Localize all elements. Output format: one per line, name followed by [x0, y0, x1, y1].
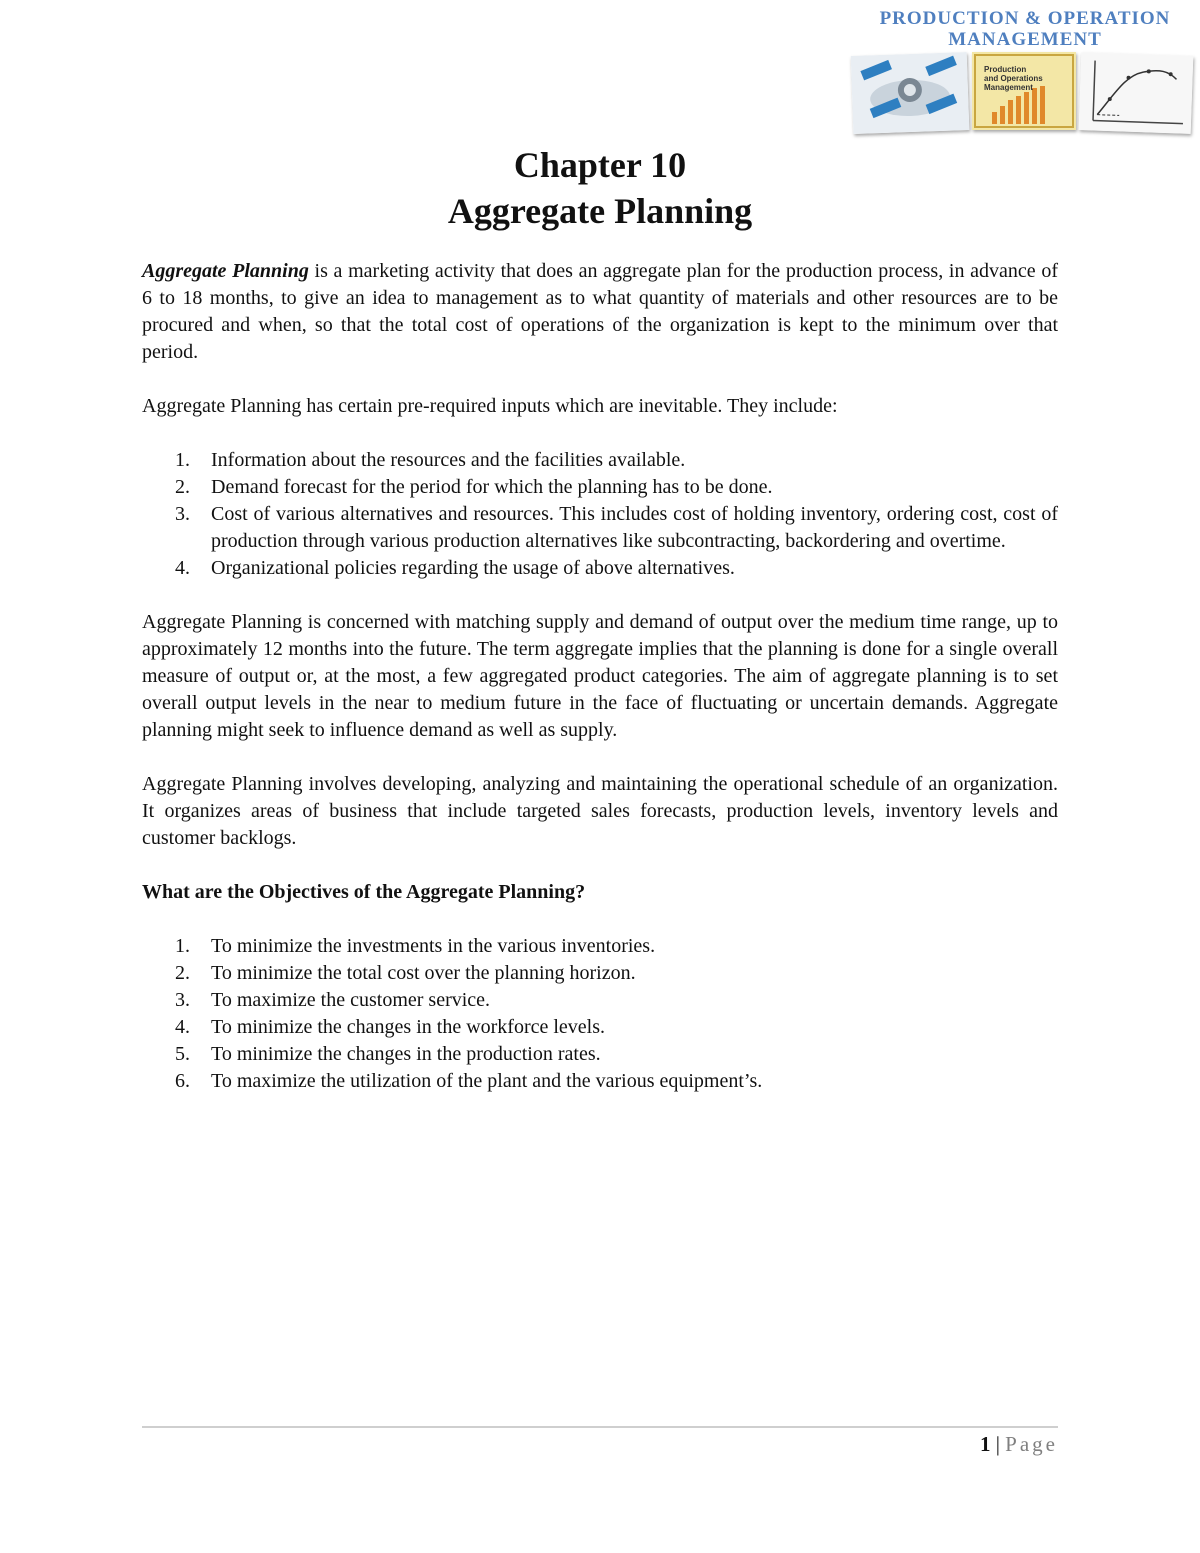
paragraph-supply-demand: Aggregate Planning is concerned with matching supply and demand of output over the medium time range, up to approximately 12 months into the future. The term aggregate implies that the planning is done for a single overall measure of output or, at the most, a few aggregated product categories. The aim of aggregate planning is to set overall output levels in the near to medium future in the face of fluctuating or uncertain demands. Aggregate planning might seek to influence demand as well as supply. — [142, 611, 1058, 741]
header-image-hub-diagram — [851, 52, 970, 134]
book-cover-line2: and Operations — [984, 74, 1043, 83]
header-image-strip — [852, 50, 1198, 140]
list-item: 6. To maximize the utilization of the plant and the various equipment’s. — [175, 1070, 763, 1092]
footer-divider — [142, 1426, 1058, 1428]
list-item: 1. To minimize the investments in the various inventories. — [175, 935, 656, 957]
header-image-curve-graph — [1079, 52, 1194, 134]
list-item: 2. Demand forecast for the period for which the planning has to be done. — [175, 476, 773, 498]
paragraph-operational-schedule: Aggregate Planning involves developing, analyzing and maintaining the operational schedule of an organization. It organizes areas of business that include targeted sales forecasts, production levels, inventory levels and customer backlogs. — [142, 773, 1058, 849]
page-number: 1 — [979, 1432, 991, 1456]
book-cover-line1: Production — [984, 65, 1027, 74]
list-item: 3. Cost of various alternatives and resources. This includes cost of holding inventory, ordering cost, cost of production through various production alternatives like subcontracting, backordering and overtime. — [175, 503, 1058, 552]
page-label: Page — [1005, 1432, 1058, 1456]
intro-paragraph — [142, 258, 1058, 366]
document-body — [142, 258, 1058, 1122]
header-title-line2: MANAGEMENT — [948, 29, 1102, 50]
inputs-list — [142, 447, 1058, 582]
page-footer — [980, 1430, 1058, 1458]
list-item: 3. To maximize the customer service. — [175, 989, 491, 1011]
objectives-list — [142, 933, 1058, 1095]
header-title — [840, 8, 1200, 50]
header-image-book-cover — [972, 52, 1076, 130]
header-title-line1: PRODUCTION & OPERATION — [879, 8, 1171, 29]
page-separator: | — [990, 1432, 1006, 1456]
list-item: 2. To minimize the total cost over the planning horizon. — [175, 962, 636, 984]
list-item: 5. To minimize the changes in the production rates. — [175, 1043, 601, 1065]
intro-term: Aggregate Planning — [142, 260, 309, 282]
objectives-heading: What are the Objectives of the Aggregate Planning? — [142, 881, 586, 903]
intro-text: is a marketing activity that does an aggregate plan for the production process, in advance of 6 to 18 months, to give an idea to management as to what quantity of materials and other resources are to be procured and when, so that the total cost of operations of the organization is kept to the minimum over that period. — [142, 260, 1058, 363]
list-item: 4. To minimize the changes in the workforce levels. — [175, 1016, 606, 1038]
chapter-title: Aggregate Planning — [447, 191, 753, 231]
book-cover-line3: Management — [984, 83, 1033, 92]
inputs-intro: Aggregate Planning has certain pre-required inputs which are inevitable. They include: — [142, 395, 838, 417]
chapter-number: Chapter 10 — [513, 145, 687, 185]
list-item: 1. Information about the resources and the facilities available. — [175, 449, 686, 471]
list-item: 4. Organizational policies regarding the usage of above alternatives. — [175, 557, 735, 579]
